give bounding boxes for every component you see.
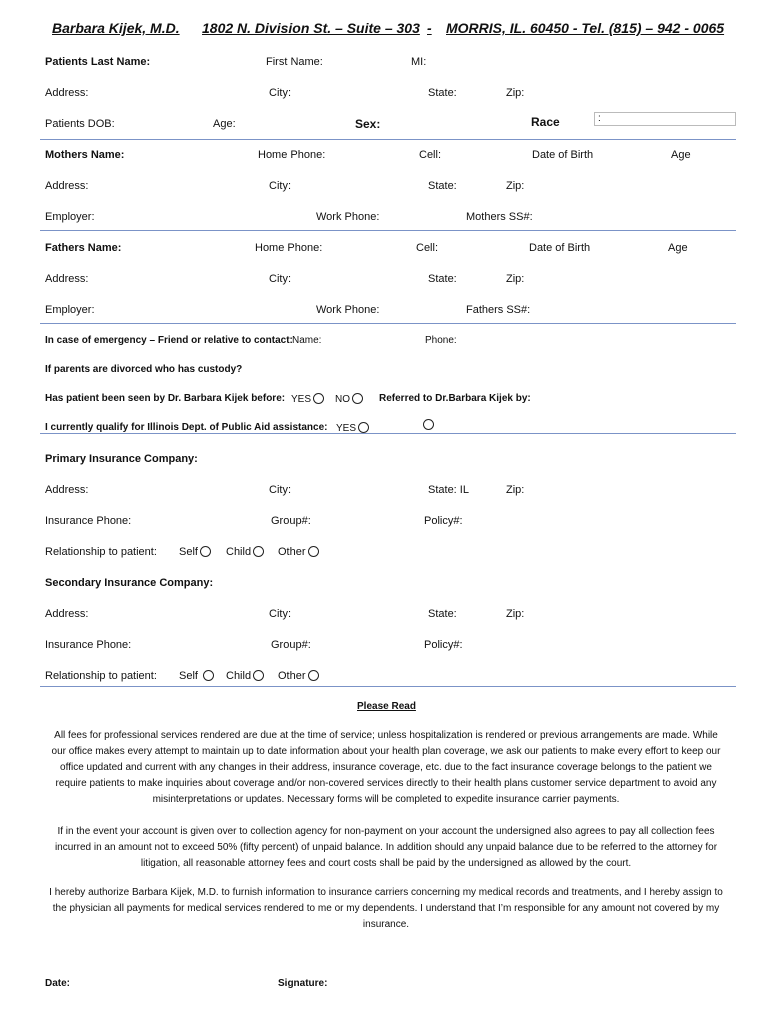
secondary-phone-label: Insurance Phone:	[45, 639, 132, 651]
primary-insurance-title: Primary Insurance Company:	[45, 453, 198, 465]
secondary-state-label: State:	[428, 608, 457, 620]
father-cell-label: Cell:	[416, 242, 439, 254]
father-zip-label: Zip:	[506, 273, 525, 285]
patient-age-label: Age:	[213, 118, 236, 130]
public-aid-no-radio[interactable]	[423, 419, 434, 430]
father-city-label: City:	[269, 273, 291, 285]
secondary-self-option[interactable]	[179, 670, 214, 682]
primary-city-label: City:	[269, 484, 291, 496]
secondary-other-label: Other	[278, 670, 306, 682]
seen-before-no-radio[interactable]	[352, 393, 363, 404]
secondary-policy-label: Policy#:	[424, 639, 463, 651]
mother-dob-label: Date of Birth	[532, 149, 594, 161]
primary-state-label: State: IL	[428, 484, 469, 496]
divider	[40, 323, 736, 324]
patient-dob-label: Patients DOB:	[45, 118, 115, 130]
father-age-label: Age	[668, 242, 688, 254]
father-ss-label: Fathers SS#:	[466, 304, 531, 316]
secondary-child-option[interactable]	[226, 670, 264, 682]
father-state-label: State:	[428, 273, 457, 285]
secondary-self-radio[interactable]	[203, 670, 214, 681]
mother-state-label: State:	[428, 180, 457, 192]
race-field[interactable]	[594, 112, 736, 126]
notice-paragraph-fees: All fees for professional services rendered are due at the time of service; unless hospitalization is rendered or previous arrangements are made. While our office makes every attempt to maintain up to date information about your health plan coverage, we ask our patients to make every effort to keep our office updated and current with any changes in their address, insurance coverage, etc. due to the fact insurance coverage belongs to the patient we require patients to make inquiries about coverage and/or non-covered services directly to their health plans customer service department to avoid any misinterpretations or updates. Necessary forms will be completed to expedite insurance carrier payments.	[51, 730, 721, 805]
father-employer-label: Employer:	[45, 304, 95, 316]
notice-paragraph-collection: If in the event your account is given over to collection agency for non-payment on your account the undersigned also agrees to pay all collection fees incurred in an amount not to exceed 50% (fifty percent) of unpaid balance. In addition should any unpaid balance due to be referred to the attorney for litigation, all reasonable attorney fees and court costs shall be paid by the undersigned as allowed by the court.	[54, 826, 718, 869]
secondary-child-radio[interactable]	[253, 670, 264, 681]
primary-address-label: Address:	[45, 484, 89, 496]
primary-phone-label: Insurance Phone:	[45, 515, 132, 527]
patient-last-name-label: Patients Last Name:	[45, 56, 151, 68]
father-dob-label: Date of Birth	[529, 242, 591, 254]
referred-by-label: Referred to Dr.Barbara Kijek by:	[379, 393, 531, 404]
primary-self-option[interactable]	[179, 546, 211, 558]
primary-other-option[interactable]	[278, 546, 319, 558]
custody-label: If parents are divorced who has custody?	[45, 364, 243, 375]
public-aid-yes-radio[interactable]	[358, 422, 369, 433]
patient-zip-label: Zip:	[506, 87, 525, 99]
mother-name-label: Mothers Name:	[45, 149, 125, 161]
divider	[40, 139, 736, 140]
mother-ss-label: Mothers SS#:	[466, 211, 533, 223]
divider	[40, 230, 736, 231]
seen-before-no-option[interactable]	[335, 393, 363, 405]
divider	[40, 433, 736, 434]
mother-age-label: Age	[671, 149, 691, 161]
patient-state-label: State:	[428, 87, 457, 99]
divider	[40, 686, 736, 687]
primary-child-label: Child	[226, 546, 252, 558]
practice-city-phone: MORRIS, IL. 60450 - Tel. (815) – 942 - 0065	[446, 20, 725, 36]
father-address-label: Address:	[45, 273, 89, 285]
patient-address-label: Address:	[45, 87, 89, 99]
seen-before-yes-radio[interactable]	[313, 393, 324, 404]
notice-title: Please Read	[357, 701, 416, 712]
practice-address: 1802 N. Division St. – Suite – 303	[202, 20, 420, 36]
race-field-value: :	[598, 113, 601, 124]
secondary-child-label: Child	[226, 670, 252, 682]
seen-before-label: Has patient been seen by Dr. Barbara Kijek before:	[45, 393, 286, 404]
secondary-relationship-label: Relationship to patient:	[45, 670, 157, 682]
secondary-other-option[interactable]	[278, 670, 319, 682]
emergency-name-label: Name:	[292, 335, 322, 346]
secondary-group-label: Group#:	[271, 639, 311, 651]
mother-home-phone-label: Home Phone:	[258, 149, 326, 161]
father-work-phone-label: Work Phone:	[316, 304, 380, 316]
primary-zip-label: Zip:	[506, 484, 525, 496]
father-home-phone-label: Home Phone:	[255, 242, 323, 254]
mother-city-label: City:	[269, 180, 291, 192]
secondary-insurance-title: Secondary Insurance Company:	[45, 577, 214, 589]
patient-sex-label: Sex:	[355, 117, 381, 131]
primary-child-option[interactable]	[226, 546, 264, 558]
father-name-label: Fathers Name:	[45, 242, 122, 254]
practice-name: Barbara Kijek, M.D.	[52, 20, 180, 36]
seen-before-yes-option[interactable]	[291, 393, 324, 405]
notice-paragraph-authorization: I hereby authorize Barbara Kijek, M.D. to furnish information to insurance carriers concerning my medical records and treatments, and I hereby assign to the physician all payments for medical services rendered to me or my dependents. I understand that I’m responsible for any amount not covered by my insurance.	[49, 887, 723, 930]
mother-address-label: Address:	[45, 180, 89, 192]
mother-zip-label: Zip:	[506, 180, 525, 192]
emergency-phone-label: Phone:	[425, 335, 457, 346]
patient-race-label: Race	[531, 115, 560, 129]
public-aid-yes-label: YES	[336, 423, 357, 434]
primary-other-radio[interactable]	[308, 546, 319, 557]
primary-self-radio[interactable]	[200, 546, 211, 557]
patient-first-name-label: First Name:	[266, 56, 323, 68]
seen-before-yes-label: YES	[291, 394, 312, 405]
seen-before-no-label: NO	[335, 394, 350, 405]
secondary-other-radio[interactable]	[308, 670, 319, 681]
secondary-city-label: City:	[269, 608, 291, 620]
patient-mi-label: MI:	[411, 56, 427, 68]
primary-other-label: Other	[278, 546, 306, 558]
mother-employer-label: Employer:	[45, 211, 95, 223]
date-label: Date:	[45, 978, 71, 989]
secondary-zip-label: Zip:	[506, 608, 525, 620]
emergency-contact-label: In case of emergency – Friend or relative to contact:	[45, 335, 293, 346]
secondary-self-label: Self	[179, 670, 198, 682]
patient-city-label: City:	[269, 87, 291, 99]
public-aid-label: I currently qualify for Illinois Dept. of Public Aid assistance:	[45, 422, 328, 433]
signature-label: Signature:	[278, 978, 328, 989]
header-dash: -	[427, 20, 432, 36]
primary-policy-label: Policy#:	[424, 515, 463, 527]
primary-self-label: Self	[179, 546, 198, 558]
primary-child-radio[interactable]	[253, 546, 264, 557]
mother-cell-label: Cell:	[419, 149, 442, 161]
secondary-address-label: Address:	[45, 608, 89, 620]
primary-relationship-label: Relationship to patient:	[45, 546, 157, 558]
primary-group-label: Group#:	[271, 515, 311, 527]
mother-work-phone-label: Work Phone:	[316, 211, 380, 223]
